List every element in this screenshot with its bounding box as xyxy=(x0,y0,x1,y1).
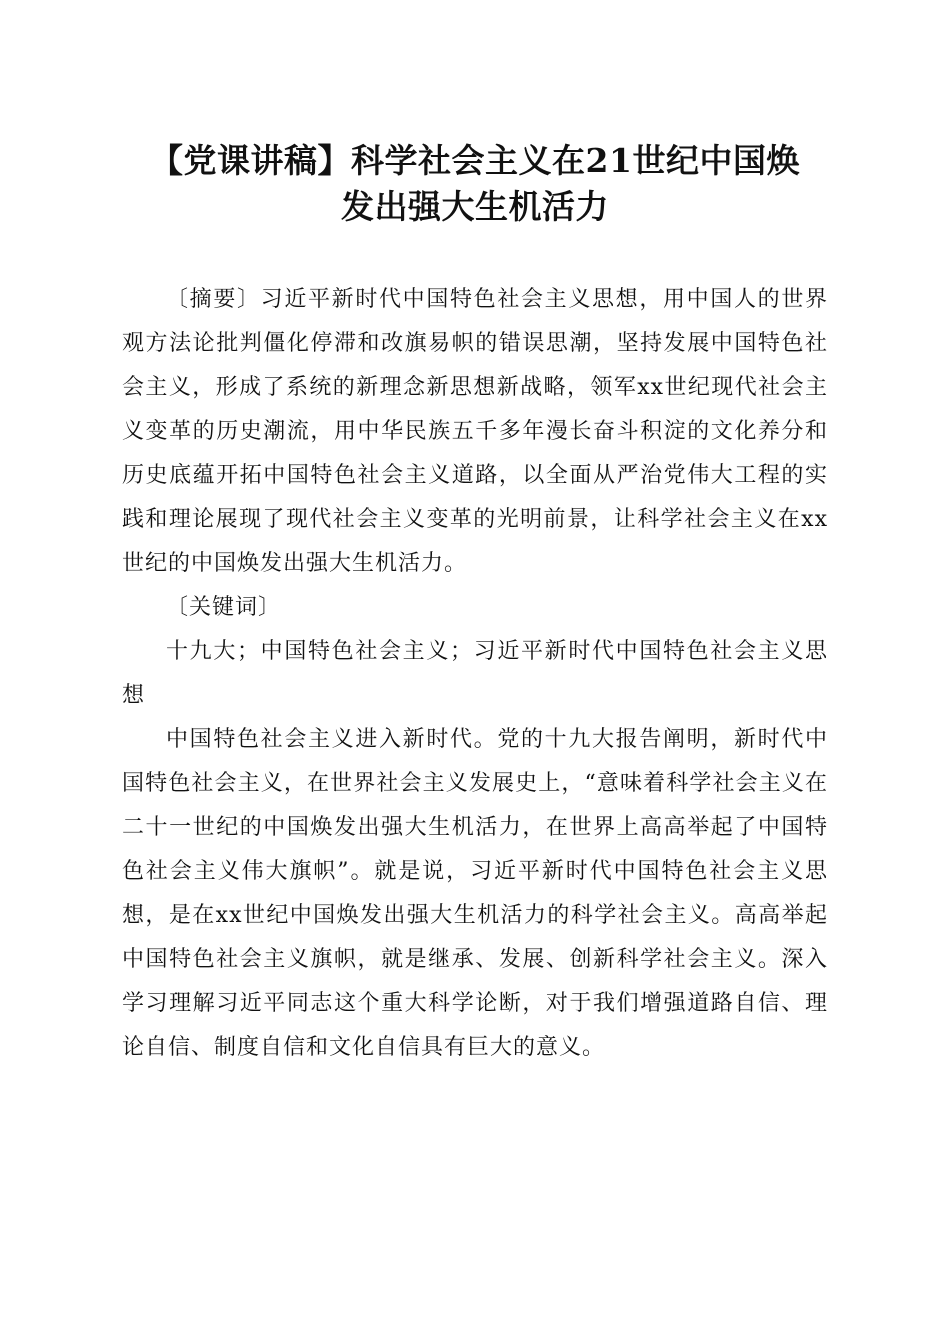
keywords-paragraph: 十九大；中国特色社会主义；习近平新时代中国特色社会主义思想 xyxy=(122,639,828,708)
body-paragraph: 中国特色社会主义进入新时代。党的十九大报告阐明，新时代中国特色社会主义，在世界社会主义发展史上，“意味着科学社会主义在二十一世纪的中国焕发出强大生机活力，在世界上高高举起了中国特色社会主义伟大旗帜”。就是说，习近平新时代中国特色社会主义思想，是在xx世纪中国焕发出强大生机活力的科学社会主义。高高举起中国特色社会主义旗帜，就是继承、发展、创新科学社会主义。深入学习理解习近平同志这个重大科学论断，对于我们增强道路自信、理论自信、制度自信和文化自信具有巨大的意义。 xyxy=(122,727,828,1060)
document-title xyxy=(100,138,850,230)
title-line-2: 发出强大生机活力 xyxy=(341,187,609,226)
title-line-1: 【党课讲稿】科学社会主义在21世纪中国焕 xyxy=(150,141,800,180)
abstract-paragraph: 〔摘要〕习近平新时代中国特色社会主义思想，用中国人的世界观方法论批判僵化停滞和改旗易帜的错误思潮，坚持发展中国特色社会主义，形成了系统的新理念新思想新战略，领军xx世纪现代社会主义变革的历史潮流，用中华民族五千多年漫长奋斗积淀的文化养分和历史底蕴开拓中国特色社会主义道路，以全面从严治党伟大工程的实践和理论展现了现代社会主义变革的光明前景，让科学社会主义在xx世纪的中国焕发出强大生机活力。 xyxy=(122,287,828,576)
keywords-label: 〔关键词〕 xyxy=(166,595,282,620)
document-body xyxy=(122,278,828,1070)
